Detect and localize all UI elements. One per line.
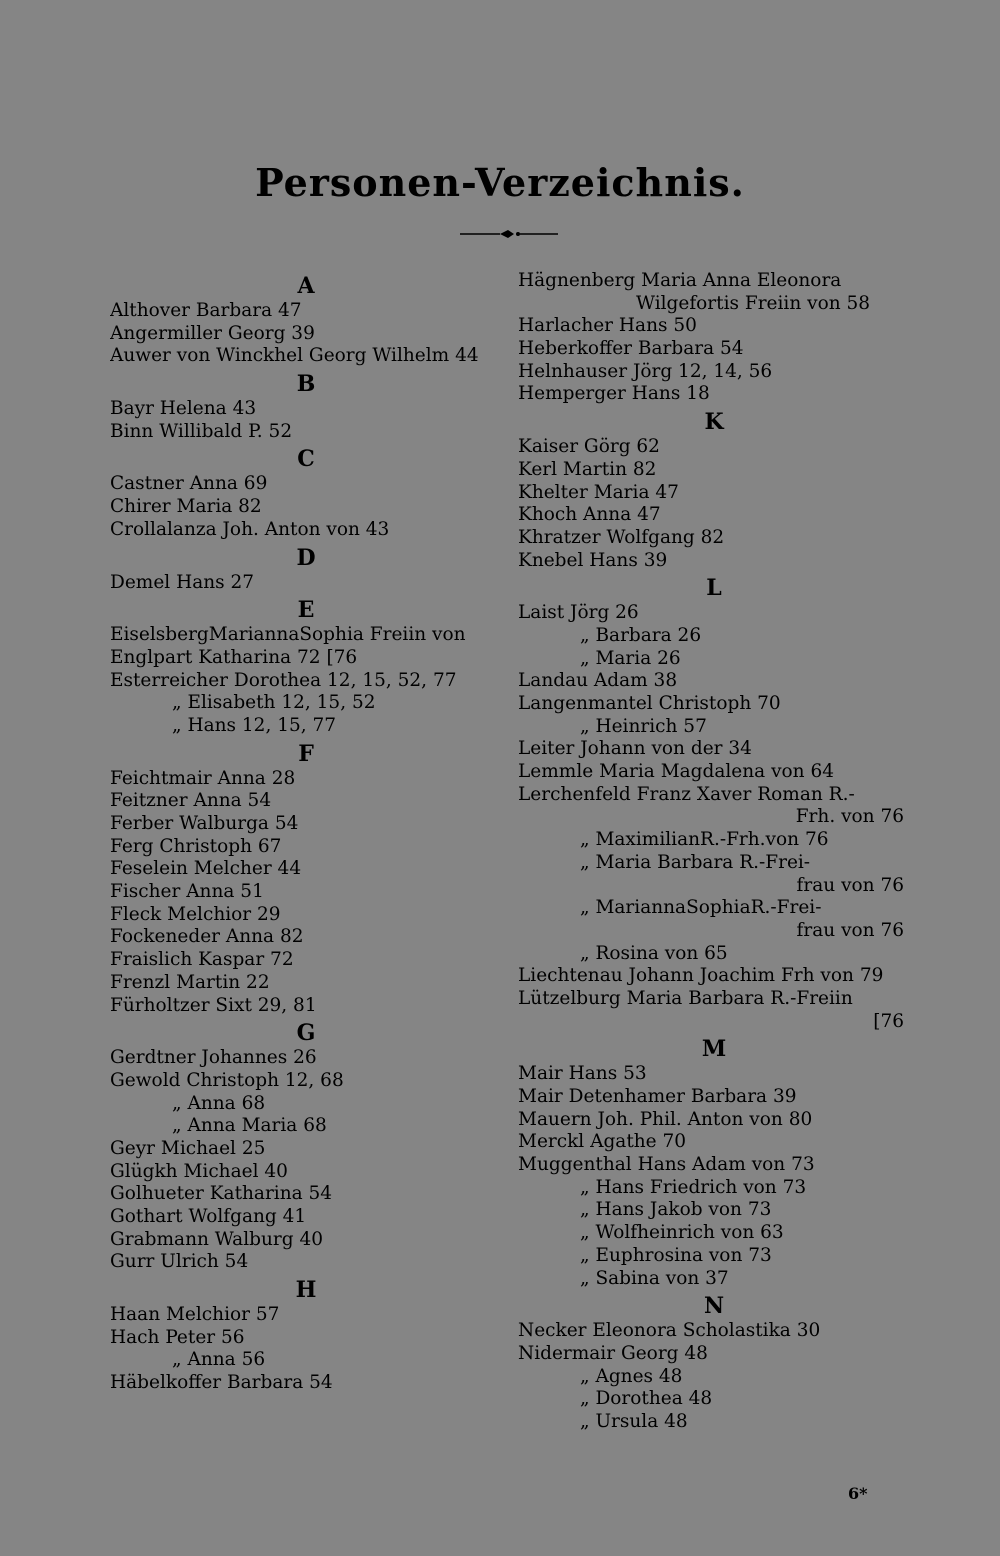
index-entry: „ Rosina von 65 [580, 942, 728, 964]
index-entry: Esterreicher Dorothea 12, 15, 52, 77 [110, 669, 457, 691]
index-entry: „ Anna 68 [172, 1092, 266, 1114]
index-entry: Häbelkoffer Barbara 54 [110, 1372, 333, 1394]
index-entry: Fürholtzer Sixt 29, 81 [110, 994, 317, 1016]
index-entry: Bayr Helena 43 [110, 398, 257, 420]
index-entry: Harlacher Hans 50 [518, 315, 697, 337]
section-letter: D [296, 544, 316, 571]
index-entry: Muggenthal Hans Adam von 73 [518, 1154, 815, 1176]
index-entry: „ Anna 56 [172, 1349, 266, 1371]
index-entry: frau von 76 [796, 874, 904, 896]
section-letter: F [298, 740, 314, 767]
index-entry: Merckl Agathe 70 [518, 1131, 687, 1153]
index-entry: Fischer Anna 51 [110, 881, 264, 903]
index-entry: „ MaximilianR.-Frh.von 76 [580, 829, 829, 851]
index-entry: Lemmle Maria Magdalena von 64 [518, 761, 835, 783]
index-entry: Angermiller Georg 39 [110, 322, 315, 344]
index-entry: „ Barbara 26 [580, 624, 702, 646]
index-entry: „ Maria 26 [580, 647, 681, 669]
index-entry: Necker Eleonora Scholastika 30 [518, 1320, 821, 1342]
index-entry: Lerchenfeld Franz Xaver Roman R.- [518, 783, 855, 805]
index-entry: Grabmann Walburg 40 [110, 1228, 323, 1250]
index-entry: Feselein Melcher 44 [110, 858, 302, 880]
section-letter: E [297, 597, 315, 624]
index-entry: Laist Jörg 26 [518, 602, 639, 624]
index-entry: Englpart Katharina 72 [76 [110, 646, 358, 668]
index-entry: Hach Peter 56 [110, 1326, 245, 1348]
index-entry: Fleck Melchior 29 [110, 903, 281, 925]
section-letter: A [297, 273, 315, 299]
index-entry: „ Anna Maria 68 [172, 1115, 327, 1137]
index-entry: „ Agnes 48 [580, 1365, 683, 1387]
index-entry: Heberkoffer Barbara 54 [518, 338, 744, 360]
index-entry: Gurr Ulrich 54 [110, 1251, 249, 1273]
section-letter: H [295, 1277, 317, 1304]
index-entry: Helnhauser Jörg 12, 14, 56 [518, 360, 773, 382]
section-letter: G [296, 1020, 316, 1047]
index-entry: „ Euphrosina von 73 [580, 1244, 772, 1266]
index-entry: „ MariannaSophiaR.-Frei- [580, 897, 822, 919]
section-letter: C [297, 446, 315, 473]
index-entry: Lützelburg Maria Barbara R.-Freiin [518, 987, 853, 1009]
index-entry: Fraislich Kaspar 72 [110, 949, 294, 971]
index-entry: Althover Barbara 47 [110, 300, 302, 321]
index-entry: Hemperger Hans 18 [518, 383, 710, 405]
index-entry: „ Dorothea 48 [580, 1388, 713, 1410]
index-entry: Gerdtner Johannes 26 [110, 1047, 317, 1069]
index-entry: Fockeneder Anna 82 [110, 926, 304, 948]
index-entry: Feichtmair Anna 28 [110, 767, 296, 789]
index-entry: Nidermair Georg 48 [518, 1342, 708, 1364]
index-entry: EiselsbergMariannaSophia Freiin von [110, 624, 466, 646]
index-entry: Ferg Christoph 67 [110, 835, 282, 857]
ornament-divider-icon [460, 224, 558, 244]
page-number: 6* [848, 1484, 868, 1503]
index-entry: Frh. von 76 [795, 806, 904, 828]
index-entry: Golhueter Katharina 54 [110, 1183, 333, 1205]
index-entry: Kerl Martin 82 [518, 458, 657, 480]
index-entry: Binn Willibald P. 52 [110, 420, 293, 442]
index-entry: Demel Hans 27 [110, 571, 255, 593]
index-entry: Leiter Johann von der 34 [518, 738, 752, 760]
index-entry: „ Ursula 48 [580, 1410, 688, 1432]
index-entry: Auwer von Winckhel Georg Wilhelm 44 [110, 345, 479, 367]
index-entry: Mauern Joh. Phil. Anton von 80 [518, 1108, 813, 1130]
index-entry: „ Elisabeth 12, 15, 52 [172, 692, 376, 714]
index-entry: Feitzner Anna 54 [110, 790, 272, 812]
index-entry: Mair Hans 53 [518, 1063, 647, 1085]
index-entry: Langenmantel Christoph 70 [518, 693, 781, 714]
index-entry: Geyr Michael 25 [110, 1137, 266, 1159]
index-entry: „ Hans Friedrich von 73 [580, 1176, 807, 1198]
index-entry: Khelter Maria 47 [518, 481, 679, 503]
index-entry: Frenzl Martin 22 [110, 971, 270, 993]
index-entry: Gewold Christoph 12, 68 [110, 1069, 344, 1091]
index-entry: Gothart Wolfgang 41 [110, 1206, 307, 1227]
index-entry: Crollalanza Joh. Anton von 43 [110, 518, 390, 540]
index-entry: Haan Melchior 57 [110, 1304, 280, 1326]
index-entry: Landau Adam 38 [518, 670, 678, 692]
index-entry: Khratzer Wolfgang 82 [518, 526, 725, 548]
index-entry: Knebel Hans 39 [518, 549, 668, 571]
index-entry: [76 [873, 1010, 904, 1032]
index-entry: „ Heinrich 57 [580, 715, 707, 737]
index-entry: „ Hans 12, 15, 77 [172, 714, 337, 736]
index-entry: Castner Anna 69 [110, 473, 268, 495]
section-letter: N [703, 1293, 725, 1320]
index-entry: Chirer Maria 82 [110, 496, 262, 518]
section-letter: B [296, 371, 316, 398]
index-entry: Mair Detenhamer Barbara 39 [518, 1086, 797, 1107]
index-entry: Ferber Walburga 54 [110, 813, 299, 834]
index-entry: Kaiser Görg 62 [518, 436, 660, 458]
index-column-right [518, 270, 910, 1434]
index-entry: Hägnenberg Maria Anna Eleonora [518, 270, 842, 291]
section-letter: L [706, 575, 722, 602]
page-title: Personen-Verzeichnis. [255, 160, 745, 205]
index-entry: „ Wolfheinrich von 63 [580, 1222, 784, 1244]
index-entry: „ Hans Jakob von 73 [580, 1199, 772, 1221]
index-entry: frau von 76 [796, 919, 904, 941]
index-entry: Wilgefortis Freiin von 58 [636, 292, 871, 314]
index-entry: Khoch Anna 47 [518, 504, 661, 526]
index-entry: Glügkh Michael 40 [110, 1160, 288, 1182]
section-letter: M [701, 1036, 727, 1063]
index-entry: Liechtenau Johann Joachim Frh von 79 [518, 965, 884, 987]
index-entry: „ Maria Barbara R.-Frei- [580, 851, 811, 873]
index-entry: „ Sabina von 37 [580, 1267, 729, 1289]
index-column-left [110, 270, 502, 1395]
section-letter: K [704, 409, 724, 436]
